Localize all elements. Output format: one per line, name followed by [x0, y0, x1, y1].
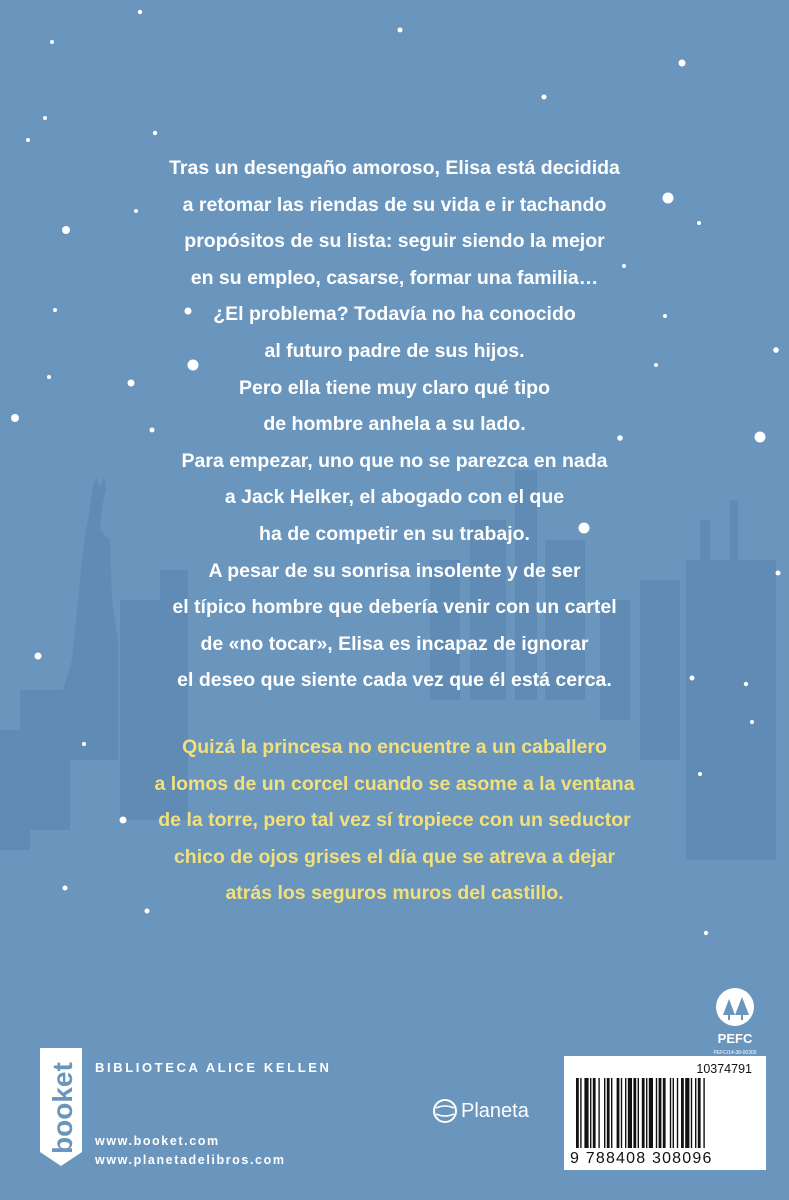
barcode-bar	[633, 1078, 636, 1148]
barcode-bar	[663, 1078, 666, 1148]
barcode-bar	[691, 1078, 692, 1148]
barcode-bar	[576, 1078, 579, 1148]
barcode-bar	[670, 1078, 671, 1148]
barcode-code: 10374791	[696, 1062, 752, 1076]
synopsis-line: Pero ella tiene muy claro qué tipo	[238, 376, 550, 399]
pefc-label: PEFC	[717, 1031, 753, 1046]
synopsis-line: propósitos de su lista: seguir siendo la mejor	[184, 230, 605, 253]
barcode-bar	[681, 1078, 684, 1148]
synopsis-line: Para empezar, uno que no se parezca en nada	[181, 449, 608, 472]
barcode-bar	[590, 1078, 591, 1148]
synopsis-line: Tras un desengaño amoroso, Elisa está decidida	[169, 157, 620, 179]
barcode-bar	[638, 1078, 639, 1148]
barcode-bar	[703, 1078, 704, 1148]
synopsis-line: al futuro padre de sus hijos.	[264, 339, 525, 362]
barcode-bar	[695, 1078, 696, 1148]
pefc-code: PEFC/14-38-00305	[713, 1050, 757, 1056]
synopsis-line: ha de competir en su trabajo.	[259, 522, 530, 545]
barcode-bar	[656, 1078, 657, 1148]
synopsis-line: a Jack Helker, el abogado con el que	[224, 486, 565, 509]
booket-logo-text: booket	[47, 1062, 78, 1154]
collection-name: BIBLIOTECA ALICE KELLEN	[95, 1060, 332, 1075]
tagline-line: Quizá la princesa no encuentre a un caballero	[182, 736, 607, 758]
barcode-bar	[621, 1078, 622, 1148]
barcode-bar	[646, 1078, 647, 1148]
synopsis-line: de hombre anhela a su lado.	[263, 413, 526, 436]
tagline-line: atrás los seguros muros del castillo.	[225, 882, 564, 905]
synopsis-line: a retomar las riendas de su vida e ir tachando	[182, 193, 607, 216]
tagline-line: de la torre, pero tal vez sí tropiece con un seductor	[158, 809, 631, 832]
synopsis	[60, 150, 729, 699]
pefc-tree-icon	[705, 985, 765, 1049]
tagline-line: a lomos de un corcel cuando se asome a la ventana	[154, 772, 635, 795]
website-planetadelibros[interactable]: www.planetadelibros.com	[95, 1153, 286, 1167]
synopsis-line: A pesar de su sonrisa insolente y de ser	[208, 559, 581, 582]
synopsis-line: ¿El problema? Todavía no ha conocido	[213, 303, 576, 326]
isbn-number: 9 788408 308096	[570, 1150, 713, 1167]
barcode-bars	[574, 1078, 758, 1148]
barcode-bar	[593, 1078, 596, 1148]
barcode-bar	[611, 1078, 612, 1148]
barcode-bar	[685, 1078, 689, 1148]
barcode	[564, 1056, 766, 1170]
synopsis-line: en su empleo, casarse, formar una familia…	[190, 266, 599, 289]
barcode-bar	[642, 1078, 645, 1148]
synopsis-line: el deseo que siente cada vez que él está cerca.	[177, 669, 612, 692]
barcode-bar	[625, 1078, 626, 1148]
barcode-bar	[677, 1078, 678, 1148]
website-booket[interactable]: www.booket.com	[95, 1134, 220, 1148]
barcode-bar	[584, 1078, 588, 1148]
synopsis-line: de «no tocar», Elisa es incapaz de ignorar	[200, 632, 589, 655]
barcode-bar	[604, 1078, 605, 1148]
planeta-globe-icon	[432, 1098, 458, 1124]
barcode-bar	[659, 1078, 662, 1148]
planeta-label: Planeta	[461, 1099, 529, 1122]
barcode-bar	[617, 1078, 620, 1148]
barcode-bar	[649, 1078, 653, 1148]
barcode-bar	[598, 1078, 599, 1148]
barcode-bar	[580, 1078, 581, 1148]
barcode-bar	[673, 1078, 674, 1148]
barcode-bar	[628, 1078, 632, 1148]
barcode-bar	[698, 1078, 701, 1148]
booket-logo	[36, 1048, 86, 1166]
tagline-line: chico de ojos grises el día que se atreva a dejar	[173, 845, 616, 868]
tagline	[60, 729, 729, 912]
synopsis-line: el típico hombre que debería venir con un cartel	[172, 596, 617, 619]
planeta-logo	[432, 1097, 529, 1125]
barcode-bar	[607, 1078, 610, 1148]
